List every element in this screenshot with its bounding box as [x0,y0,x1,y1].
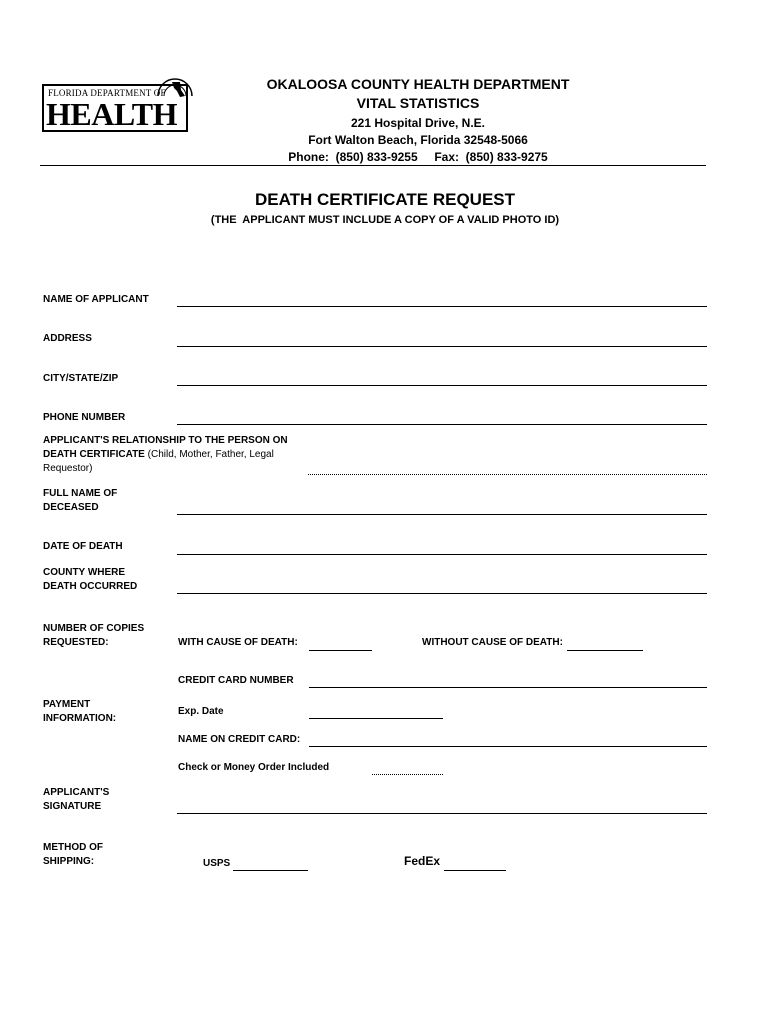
copies-label [43,622,144,650]
fedex-label: FedEx [404,854,441,868]
address-label: ADDRESS [43,333,92,344]
city-state-zip-field[interactable] [177,385,707,386]
relationship-label [43,434,288,476]
address-field[interactable] [177,346,707,347]
usps-label: USPS [203,858,231,869]
signature-label-line2: SIGNATURE [43,801,102,812]
county-field[interactable] [177,593,707,594]
exp-date-field[interactable] [309,718,443,719]
city-state-zip-label: CITY/STATE/ZIP [43,373,119,384]
shipping-label-line2: SHIPPING: [43,856,95,867]
county-label [43,566,137,594]
shipping-label-line1: METHOD OF [43,842,103,853]
copies-label-line1: NUMBER OF COPIES [43,623,145,634]
signature-field[interactable] [177,813,707,814]
fedex-field[interactable] [444,870,506,871]
copies-label-line2: REQUESTED: [43,637,109,648]
logo-top-text: FLORIDA DEPARTMENT OF [48,88,166,98]
with-cause-label: WITH CAUSE OF DEATH: [178,637,298,648]
signature-label [43,786,109,814]
credit-card-label: CREDIT CARD NUMBER [178,675,294,686]
payment-label [43,698,116,726]
relationship-label-line2: DEATH CERTIFICATE [43,449,145,460]
relationship-note: (Child, Mother, Father, Legal [144,449,274,460]
with-cause-field[interactable] [309,650,372,651]
logo-main-text: HEALTH [46,96,177,132]
without-cause-label: WITHOUT CAUSE OF DEATH: [422,637,563,648]
check-field[interactable] [372,774,443,775]
exp-date-label: Exp. Date [178,706,224,717]
county-label-line1: COUNTY WHERE [43,567,126,578]
phone-label: PHONE NUMBER [43,412,126,423]
usps-field[interactable] [233,870,308,871]
date-of-death-label: DATE OF DEATH [43,541,123,552]
address-line-1: 221 Hospital Drive, N.E. [350,116,486,130]
header-divider [40,165,706,166]
relationship-note-2: Requestor) [43,463,93,474]
payment-label-line2: INFORMATION: [43,713,117,724]
phone-field[interactable] [177,424,707,425]
applicant-name-field[interactable] [177,306,707,307]
payment-label-line1: PAYMENT [43,699,91,710]
deceased-label-line2: DECEASED [43,502,99,513]
relationship-field[interactable] [308,474,707,475]
address-line-2: Fort Walton Beach, Florida 32548-5066 [308,133,528,147]
name-on-card-field[interactable] [309,746,707,747]
applicant-name-label: NAME OF APPLICANT [43,294,149,305]
without-cause-field[interactable] [567,650,643,651]
logo-box [42,84,188,132]
org-name: OKALOOSA COUNTY HEALTH DEPARTMENT [266,76,570,92]
name-on-card-label: NAME ON CREDIT CARD: [178,734,301,745]
contact-line: Phone: (850) 833-9255 Fax: (850) 833-9275 [288,150,548,164]
county-label-line2: DEATH OCCURRED [43,581,138,592]
deceased-label-line1: FULL NAME OF [43,488,118,499]
shipping-label [43,841,103,869]
relationship-label-line1: APPLICANT'S RELATIONSHIP TO THE PERSON ON [43,435,288,446]
form-title: DEATH CERTIFICATE REQUEST [254,190,516,209]
deceased-name-field[interactable] [177,514,707,515]
form-subtitle: (THE APPLICANT MUST INCLUDE A COPY OF A VALID PHOTO ID) [210,214,560,226]
signature-label-line1: APPLICANT'S [43,787,110,798]
date-of-death-field[interactable] [177,554,707,555]
division-name: VITAL STATISTICS [356,95,480,111]
credit-card-field[interactable] [309,687,707,688]
deceased-name-label [43,487,117,515]
check-label: Check or Money Order Included [178,762,330,773]
